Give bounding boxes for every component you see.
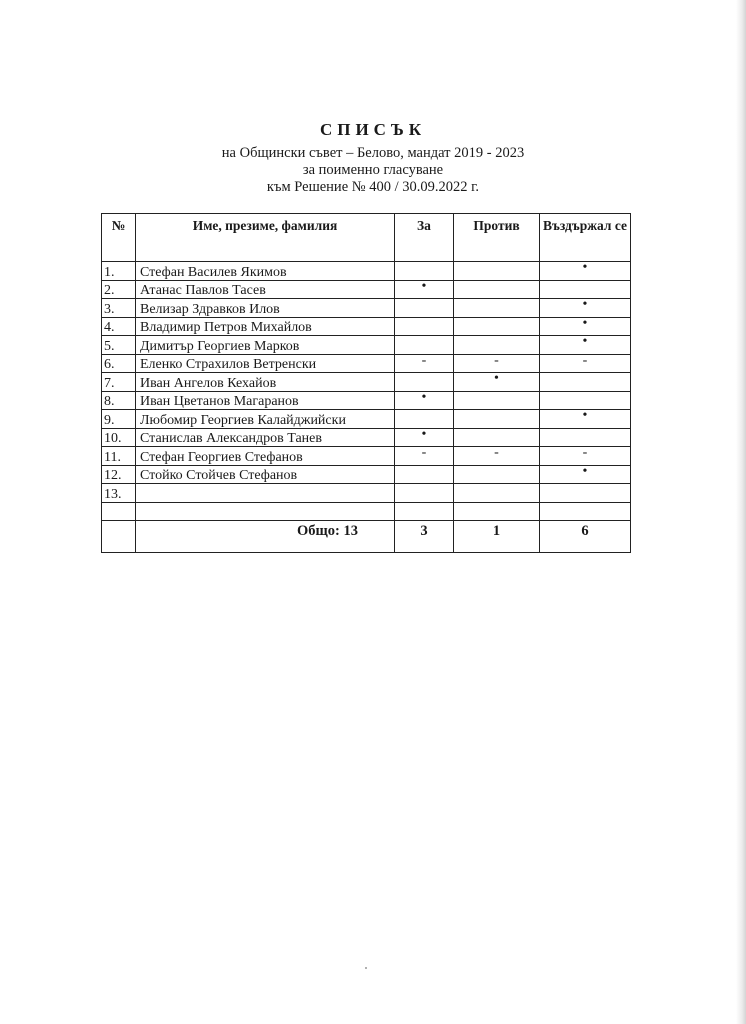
row-number: 7. [102,373,136,392]
vote-against: • [454,373,540,392]
vote-against: - [454,447,540,466]
vote-against [454,262,540,281]
vote-against [454,484,540,503]
header-name: Име, презиме, фамилия [136,214,395,262]
table-header-row [102,214,631,262]
header-for: За [395,214,454,262]
row-number: 11. [102,447,136,466]
vote-abstain: • [540,336,631,355]
vote-against [454,428,540,447]
table-row [102,280,631,299]
vote-abstain [540,484,631,503]
vote-for [395,465,454,484]
empty-cell [136,502,395,520]
total-label: Общо: 13 [136,520,395,552]
vote-abstain [540,391,631,410]
scan-speck [365,967,367,969]
header-number: № [102,214,136,262]
empty-cell [395,502,454,520]
table-row [102,354,631,373]
vote-against [454,299,540,318]
table-row-empty [102,502,631,520]
table-row [102,262,631,281]
vote-against [454,391,540,410]
vote-for [395,336,454,355]
vote-for: • [395,391,454,410]
total-abstain: 6 [540,520,631,552]
table-total-row [102,520,631,552]
councillor-name: Владимир Петров Михайлов [136,317,395,336]
row-number: 9. [102,410,136,429]
table-row [102,299,631,318]
total-for: 3 [395,520,454,552]
table-row [102,484,631,503]
table-row [102,410,631,429]
vote-against [454,317,540,336]
councillor-name: Иван Цветанов Магаранов [136,391,395,410]
vote-for [395,317,454,336]
councillor-name: Велизар Здравков Илов [136,299,395,318]
councillor-name: Стефан Василев Якимов [136,262,395,281]
roll-call-table [101,213,631,553]
councillor-name: Стойко Стойчев Стефанов [136,465,395,484]
vote-for: • [395,280,454,299]
vote-for [395,484,454,503]
councillor-name: Иван Ангелов Кехайов [136,373,395,392]
vote-abstain: • [540,317,631,336]
table-row [102,465,631,484]
empty-cell [102,502,136,520]
vote-for: - [395,354,454,373]
vote-abstain [540,428,631,447]
row-number: 6. [102,354,136,373]
table-row [102,428,631,447]
councillor-name: Любомир Георгиев Калайджийски [136,410,395,429]
row-number: 3. [102,299,136,318]
table-row [102,373,631,392]
row-number: 12. [102,465,136,484]
row-number: 4. [102,317,136,336]
table-row [102,447,631,466]
total-against: 1 [454,520,540,552]
table-row [102,317,631,336]
row-number: 8. [102,391,136,410]
vote-for [395,373,454,392]
vote-against [454,336,540,355]
header-abstain: Въздържал се [540,214,631,262]
councillor-name [136,484,395,503]
councillor-name: Станислав Александров Танев [136,428,395,447]
vote-abstain: • [540,410,631,429]
voting-type-line: за поименно гласуване [302,162,444,178]
vote-abstain: - [540,354,631,373]
row-number: 2. [102,280,136,299]
table-row [102,391,631,410]
vote-for: - [395,447,454,466]
vote-against [454,410,540,429]
vote-abstain: • [540,262,631,281]
vote-abstain: • [540,299,631,318]
table-row [102,336,631,355]
row-number: 1. [102,262,136,281]
vote-for: • [395,428,454,447]
vote-abstain: • [540,465,631,484]
vote-for [395,262,454,281]
row-number: 10. [102,428,136,447]
vote-for [395,410,454,429]
empty-cell [454,502,540,520]
empty-cell [540,502,631,520]
row-number: 13. [102,484,136,503]
councillor-name: Стефан Георгиев Стефанов [136,447,395,466]
empty-cell [102,520,136,552]
vote-against [454,280,540,299]
councillor-name: Еленко Страхилов Ветренски [136,354,395,373]
vote-abstain [540,373,631,392]
vote-against: - [454,354,540,373]
council-mandate-line: на Общински съвет – Белово, мандат 2019 - 2023 [221,145,525,161]
header-against: Против [454,214,540,262]
vote-against [454,465,540,484]
row-number: 5. [102,336,136,355]
councillor-name: Атанас Павлов Тасев [136,280,395,299]
decision-reference-line: към Решение № 400 / 30.09.2022 г. [266,179,480,195]
vote-abstain [540,280,631,299]
vote-abstain: - [540,447,631,466]
vote-for [395,299,454,318]
councillor-name: Димитър Георгиев Марков [136,336,395,355]
document-title: СПИСЪК [319,120,427,139]
